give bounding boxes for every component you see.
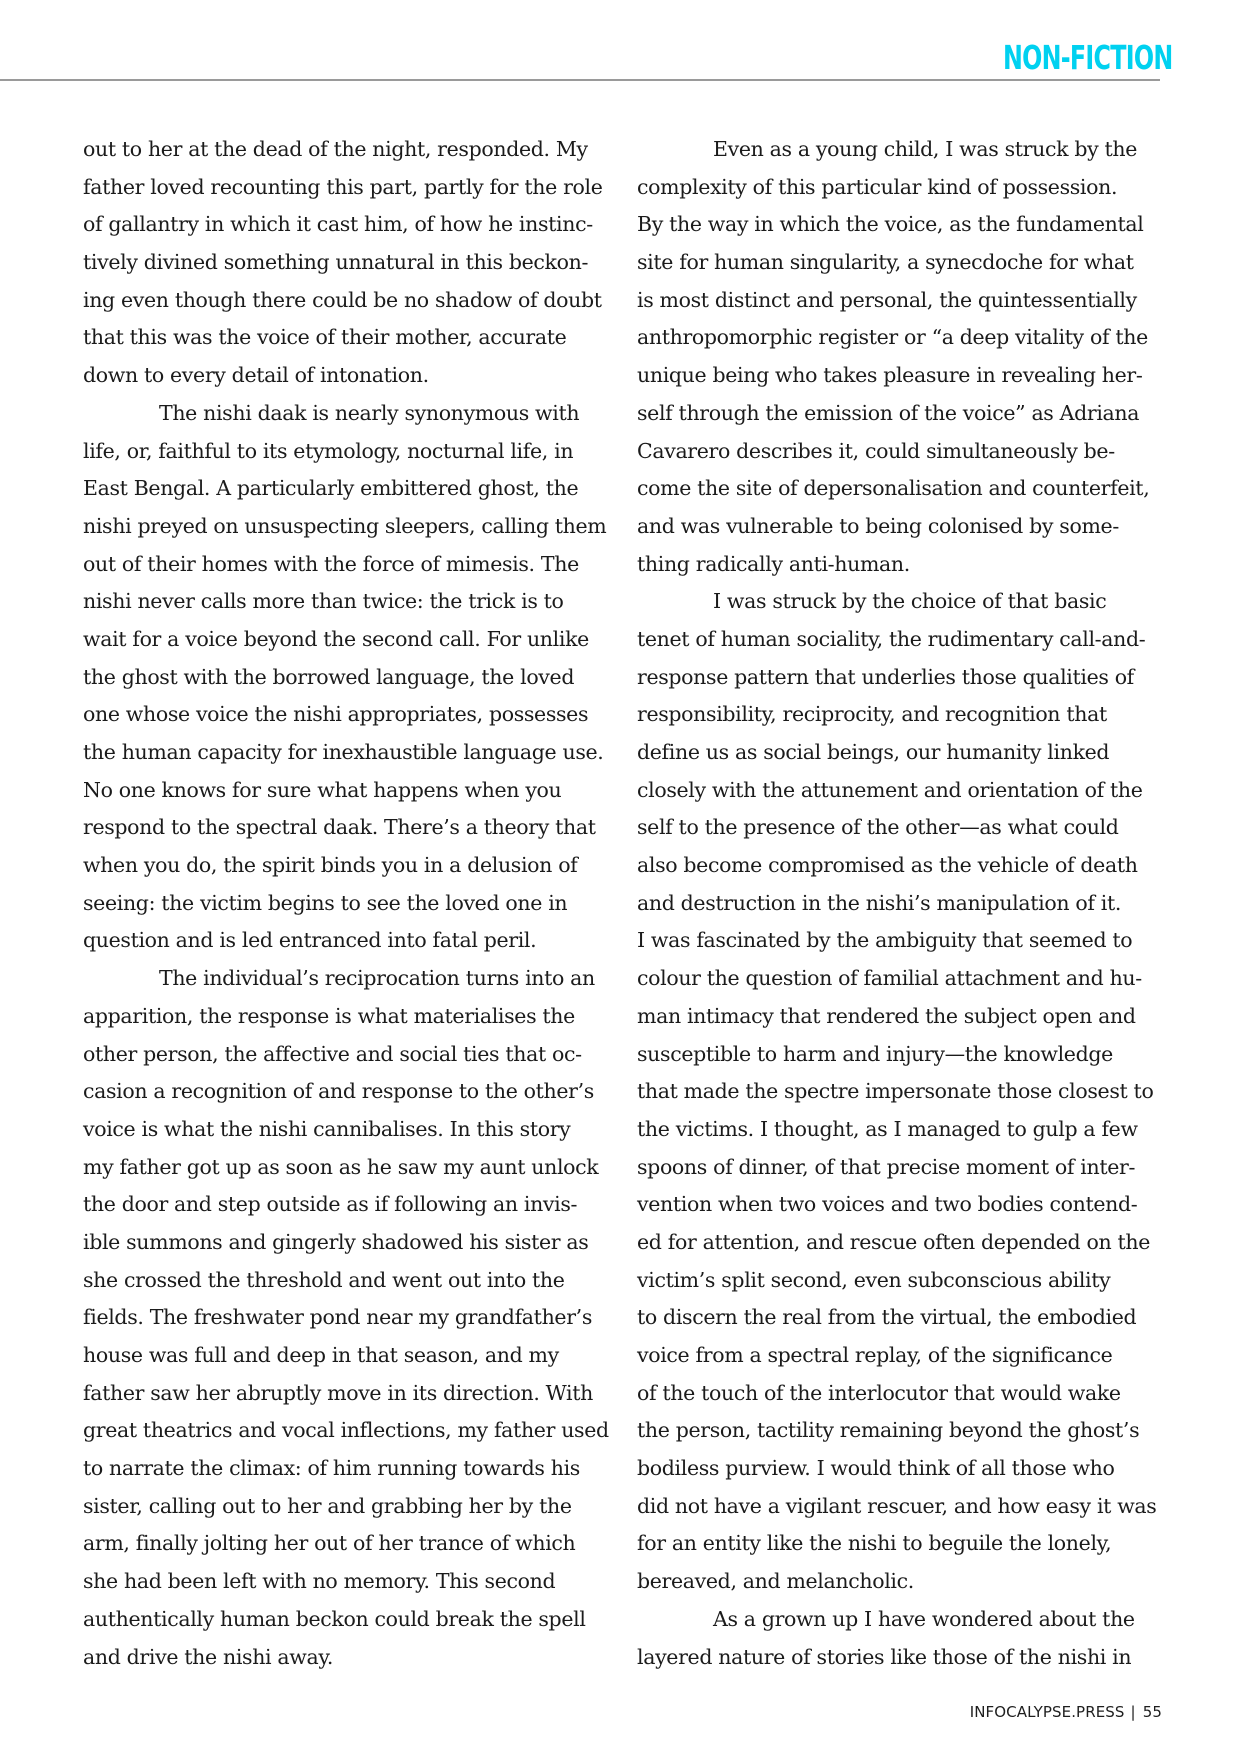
text-line: question and is led entranced into fatal peril. (83, 928, 537, 953)
text-line: that this was the voice of their mother, accurate (83, 325, 567, 350)
text-line: ible summons and gingerly shadowed his sister as (83, 1229, 589, 1254)
text-line: my father got up as soon as he saw my aunt unlock (83, 1154, 599, 1179)
text-line: self through the emission of the voice” as Adriana (637, 400, 1140, 425)
text-line: complexity of this particular kind of possession. (637, 174, 1118, 199)
footer-separator: | (1130, 1703, 1136, 1721)
text-line: the human capacity for inexhaustible language use. (83, 740, 604, 764)
text-line: the ghost with the borrowed language, the loved (83, 664, 575, 689)
right-column (637, 131, 1177, 1676)
text-line: victim’s split second, even subconscious ability (637, 1267, 1111, 1292)
text-line: tenet of human sociality, the rudimentary call-and- (637, 626, 1146, 651)
text-line: and drive the nishi away. (83, 1644, 334, 1669)
text-line: Cavarero describes it, could simultaneously be- (637, 438, 1115, 463)
text-line: casion a recognition of and response to the other’s (83, 1079, 594, 1104)
text-line: one whose voice the nishi appropriates, possesses (83, 702, 589, 727)
text-line: tively divined something unnatural in this beckon- (83, 250, 589, 275)
text-line: nishi preyed on unsuspecting sleepers, calling them (83, 513, 607, 538)
text-line: site for human singularity, a synecdoche for what (637, 250, 1134, 275)
text-line: bodiless purview. I would think of all those who (637, 1456, 1115, 1481)
text-line: East Bengal. A particularly embittered ghost, the (83, 476, 579, 501)
text-line: voice from a spectral replay, of the significance (637, 1343, 1113, 1367)
text-line: I was fascinated by the ambiguity that seemed to (637, 928, 1133, 953)
text-line: down to every detail of intonation. (83, 363, 429, 388)
text-line: she had been left with no memory. This second (83, 1569, 556, 1594)
text-line: great theatrics and vocal inflections, my father used (83, 1418, 609, 1443)
text-line: thing radically anti-human. (637, 551, 910, 576)
text-line: and was vulnerable to being colonised by some- (637, 513, 1119, 538)
text-line: seeing: the victim begins to see the loved one in (83, 890, 568, 915)
text-line: The nishi daak is nearly synonymous with (159, 400, 580, 425)
text-line: voice is what the nishi cannibalises. In this story (83, 1116, 571, 1141)
text-line: life, or, faithful to its etymology, nocturnal life, in (83, 438, 574, 463)
text-line: responsibility, reciprocity, and recognition that (637, 702, 1107, 727)
text-line: house was full and deep in that season, and my (83, 1343, 559, 1367)
text-line: ed for attention, and rescue often depended on the (637, 1229, 1151, 1254)
text-line: she crossed the threshold and went out into the (83, 1267, 565, 1292)
text-line: layered nature of stories like those of the nishi in (637, 1644, 1132, 1669)
text-line: anthropomorphic register or “a deep vitality of the (637, 325, 1148, 350)
text-line: define us as social beings, our humanity linked (637, 740, 1110, 764)
text-line: nishi never calls more than twice: the trick is to (83, 589, 564, 614)
text-line: As a grown up I have wondered about the (713, 1606, 1135, 1631)
text-line: when you do, the spirit binds you in a delusion of (83, 853, 578, 878)
text-line: The individual’s reciprocation turns into an (159, 966, 595, 991)
left-column (83, 131, 613, 1676)
text-line: unique being who takes pleasure in revealing her- (637, 363, 1143, 388)
text-line: to discern the real from the virtual, the embodied (637, 1305, 1137, 1330)
text-line: also become compromised as the vehicle of death (637, 853, 1138, 878)
text-line: wait for a voice beyond the second call. For unlike (83, 626, 589, 651)
text-line: response pattern that underlies those qualities of (637, 664, 1134, 689)
text-line: closely with the attunement and orientation of the (637, 777, 1143, 802)
text-line: No one knows for sure what happens when you (83, 777, 562, 802)
text-line: did not have a vigilant rescuer, and how easy it was (637, 1493, 1157, 1518)
text-line: ing even though there could be no shadow of doubt (83, 287, 602, 312)
text-line: for an entity like the nishi to beguile the lonely, (637, 1531, 1112, 1556)
text-line: of gallantry in which it cast him, of how he instinc- (83, 212, 593, 237)
text-line: the victims. I thought, as I managed to gulp a few (637, 1116, 1138, 1141)
text-line: Even as a young child, I was struck by the (713, 137, 1138, 161)
text-line: authentically human beckon could break the spell (83, 1606, 586, 1631)
text-line: fields. The freshwater pond near my grandfather’s (83, 1305, 592, 1330)
text-line: the person, tactility remaining beyond the ghost’s (637, 1418, 1140, 1443)
text-line: come the site of depersonalisation and counterfeit, (637, 476, 1150, 501)
text-line: is most distinct and personal, the quintessentially (637, 287, 1137, 312)
text-line: out to her at the dead of the night, responded. My (83, 137, 588, 161)
text-line: to narrate the climax: of him running towards his (83, 1456, 580, 1481)
text-line: sister, calling out to her and grabbing her by the (83, 1493, 572, 1518)
text-line: By the way in which the voice, as the fundamental (637, 212, 1144, 237)
text-line: out of their homes with the force of mimesis. The (83, 551, 579, 576)
text-line: respond to the spectral daak. There’s a theory that (83, 815, 596, 840)
text-line: man intimacy that rendered the subject open and (637, 1003, 1136, 1028)
text-line: susceptible to harm and injury—the knowledge (637, 1041, 1113, 1066)
text-line: other person, the affective and social ties that oc- (83, 1041, 582, 1066)
text-line: father loved recounting this part, partly for the role (83, 174, 603, 199)
text-line: of the touch of the interlocutor that would wake (637, 1380, 1121, 1405)
header-rule (0, 79, 1160, 81)
text-line: that made the spectre impersonate those closest to (637, 1079, 1154, 1104)
text-line: arm, finally jolting her out of her trance of which (83, 1531, 576, 1556)
page-footer (970, 1703, 1162, 1721)
text-line: self to the presence of the other—as what could (637, 815, 1119, 840)
text-line: I was struck by the choice of that basic (713, 589, 1107, 614)
text-line: father saw her abruptly move in its direction. With (83, 1380, 593, 1405)
publication-name: INFOCALYPSE.PRESS (969, 1703, 1125, 1721)
text-line: bereaved, and melancholic. (637, 1569, 914, 1594)
text-line: and destruction in the nishi’s manipulation of it. (637, 890, 1122, 915)
text-line: apparition, the response is what materialises the (83, 1003, 575, 1028)
text-line: spoons of dinner, of that precise moment of inter- (637, 1154, 1136, 1179)
section-label: NON-FICTION (1002, 38, 1172, 77)
text-line: vention when two voices and two bodies contend- (637, 1192, 1138, 1217)
text-line: the door and step outside as if following an invis- (83, 1192, 578, 1217)
page-number: 55 (1142, 1703, 1162, 1721)
text-line: colour the question of familial attachment and hu- (637, 966, 1142, 991)
